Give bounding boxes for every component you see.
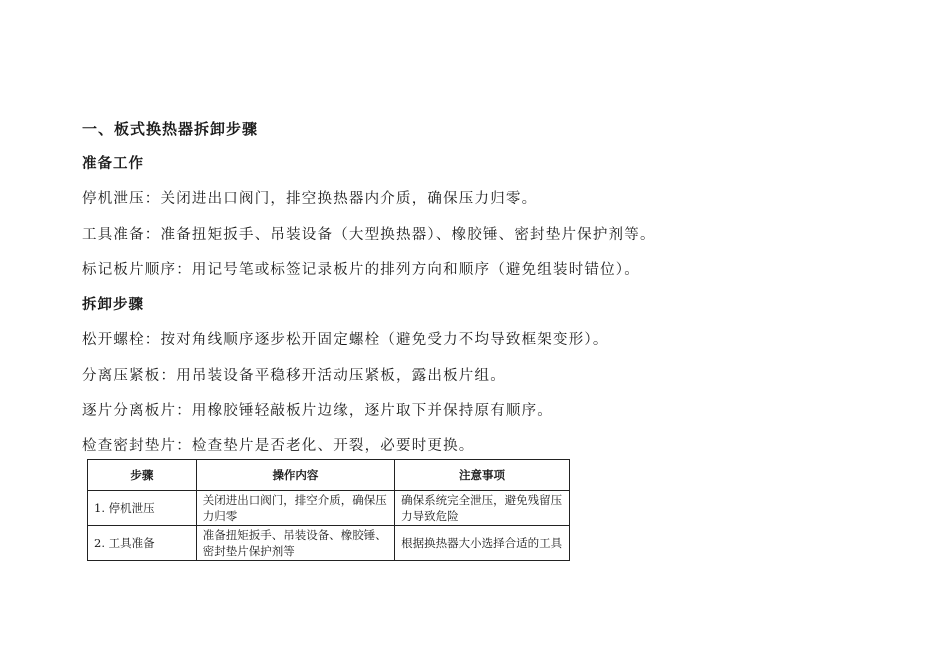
paragraph-line: 松开螺栓：按对角线顺序逐步松开固定螺栓（避免受力不均导致框架变形）。: [82, 332, 609, 348]
table-cell: 准备扭矩扳手、吊装设备、橡胶锤、密封垫片保护剂等: [196, 526, 394, 561]
table-row: [88, 526, 570, 561]
table-cell: 1. 停机泄压: [88, 491, 197, 526]
table-header-row: [88, 460, 570, 491]
table-row: [88, 491, 570, 526]
paragraph-line: 分离压紧板：用吊装设备平稳移开活动压紧板，露出板片组。: [82, 368, 506, 384]
table-header-cell: 步骤: [88, 460, 197, 491]
paragraph-line: 逐片分离板片：用橡胶锤轻敲板片边缘，逐片取下并保持原有顺序。: [82, 403, 553, 419]
paragraph-line: 检查密封垫片：检查垫片是否老化、开裂，必要时更换。: [82, 438, 475, 454]
table-cell: 确保系统完全泄压，避免残留压力导致危险: [395, 491, 570, 526]
table-header-cell: 操作内容: [196, 460, 394, 491]
table-cell: 2. 工具准备: [88, 526, 197, 561]
paragraph-line: 工具准备：准备扭矩扳手、吊装设备（大型换热器）、橡胶锤、密封垫片保护剂等。: [82, 227, 656, 243]
table-header-cell: 注意事项: [395, 460, 570, 491]
section-heading-preparation: 准备工作: [82, 156, 144, 172]
section-heading-disassembly: 拆卸步骤: [82, 297, 144, 313]
table-cell: 根据换热器大小选择合适的工具: [395, 526, 570, 561]
paragraph-line: 停机泄压：关闭进出口阀门，排空换热器内介质，确保压力归零。: [82, 191, 538, 207]
steps-table: [87, 459, 570, 561]
paragraph-line: 标记板片顺序：用记号笔或标签记录板片的排列方向和顺序（避免组装时错位）。: [82, 262, 640, 278]
table-cell: 关闭进出口阀门，排空介质，确保压力归零: [196, 491, 394, 526]
document-title: 一、板式换热器拆卸步骤: [82, 120, 259, 138]
